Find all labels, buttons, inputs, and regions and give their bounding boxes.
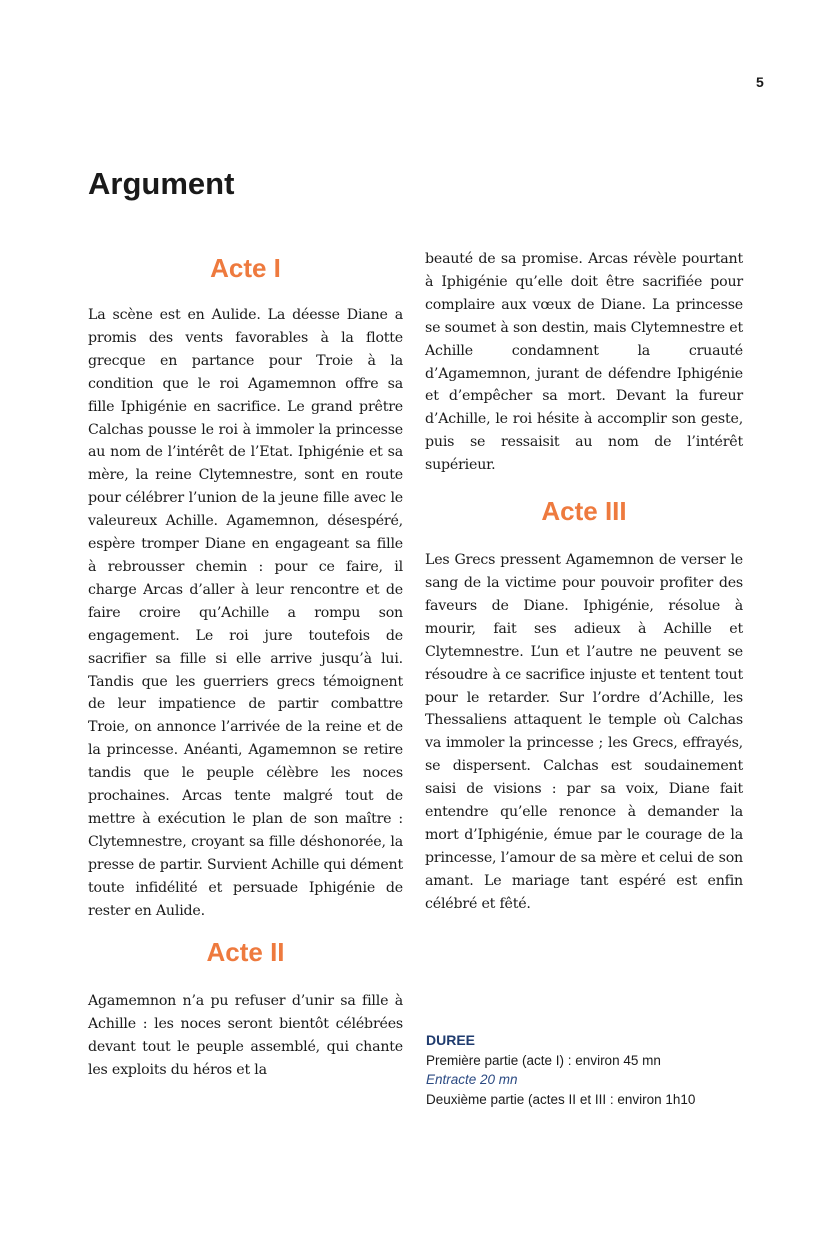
duration-part-1: Première partie (acte I) : environ 45 mn	[426, 1052, 661, 1068]
act-3-heading: Acte III	[541, 496, 627, 527]
act-2-summary-continued: beauté de sa promise. Arcas révèle pourtant à Iphigénie qu’elle doit être sacrifiée pour complaire aux vœux de Diane. La princesse se soumet à son destin, mais Clytemnestre et Achille condamnent la cruauté d’Agamemnon, jurant de défendre Iphigénie et d’empêcher sa mort. Devant la fureur d’Achille, le roi hésite à accomplir son geste, puis se ressaisit au nom de l’intérêt supérieur.	[425, 251, 743, 474]
page-number: 5	[756, 74, 764, 90]
duration-title: DUREE	[426, 1032, 476, 1048]
duration-box	[426, 1031, 746, 1109]
duration-part-2: Deuxième partie (actes II et III : environ 1h10	[426, 1091, 696, 1107]
right-column	[425, 248, 743, 916]
act-1-summary: La scène est en Aulide. La déesse Diane a promis des vents favorables à la flotte grecque en partance pour Troie à la condition que le roi Agamemnon offre sa fille Iphigénie en sacrifice. Le grand prêtre Calchas pousse le roi à immoler la princesse au nom de l’intérêt de l’Etat. Iphigénie et sa mère, la reine Clytemnestre, sont en route pour célébrer l’union de la jeune fille avec le valeureux Achille. Agamemnon, désespéré, espère tromper Diane en engageant sa fille à rebrousser chemin : pour ce faire, il charge Arcas d’aller à leur rencontre et de faire croire qu’Achille a rompu son engagement. Le roi jure toutefois de sacrifier sa fille si elle arrive jusqu’à lui. Tandis que les guerriers grecs témoignent de leur impatience de partir combattre Troie, on annonce l’arrivée de la reine et de la princesse. Anéanti, Agamemnon se retire tandis que le peuple célèbre les noces prochaines. Arcas tente malgré tout de mettre à exécution le plan de son maître : Clytemnestre, croyant sa fille déshonorée, la presse de partir. Survient Achille qui dément toute infidélité et persuade Iphigénie de rester en Aulide.	[88, 307, 403, 919]
act-2-summary: Agamemnon n’a pu refuser d’unir sa fille à Achille : les noces seront bientôt célébrées devant tout le peuple assemblé, qui chante les exploits du héros et la	[88, 993, 403, 1079]
act-3-summary: Les Grecs pressent Agamemnon de verser le sang de la victime pour pouvoir profiter des faveurs de Diane. Iphigénie, résolue à mourir, fait ses adieux à Achille et Clytemnestre. L’un et l’autre ne peuvent se résoudre à ce sacrifice injuste et tentent tout pour le retarder. Sur l’ordre d’Achille, les Thessaliens attaquent le temple où Calchas va immoler la princesse ; les Grecs, effrayés, se dispersent. Calchas est soudainement saisi de visions : par sa voix, Diane fait entendre qu’elle renonce à demander la mort d’Iphigénie, émue par le courage de la princesse, l’amour de sa mère et celui de son amant. Le mariage tant espéré est enfin célébré et fêté.	[425, 552, 743, 912]
page-title: Argument	[88, 166, 235, 201]
duration-intermission: Entracte 20 mn	[426, 1072, 518, 1087]
act-2-heading: Acte II	[206, 937, 285, 968]
act-1-heading: Acte I	[210, 253, 281, 283]
left-column	[88, 250, 403, 1082]
